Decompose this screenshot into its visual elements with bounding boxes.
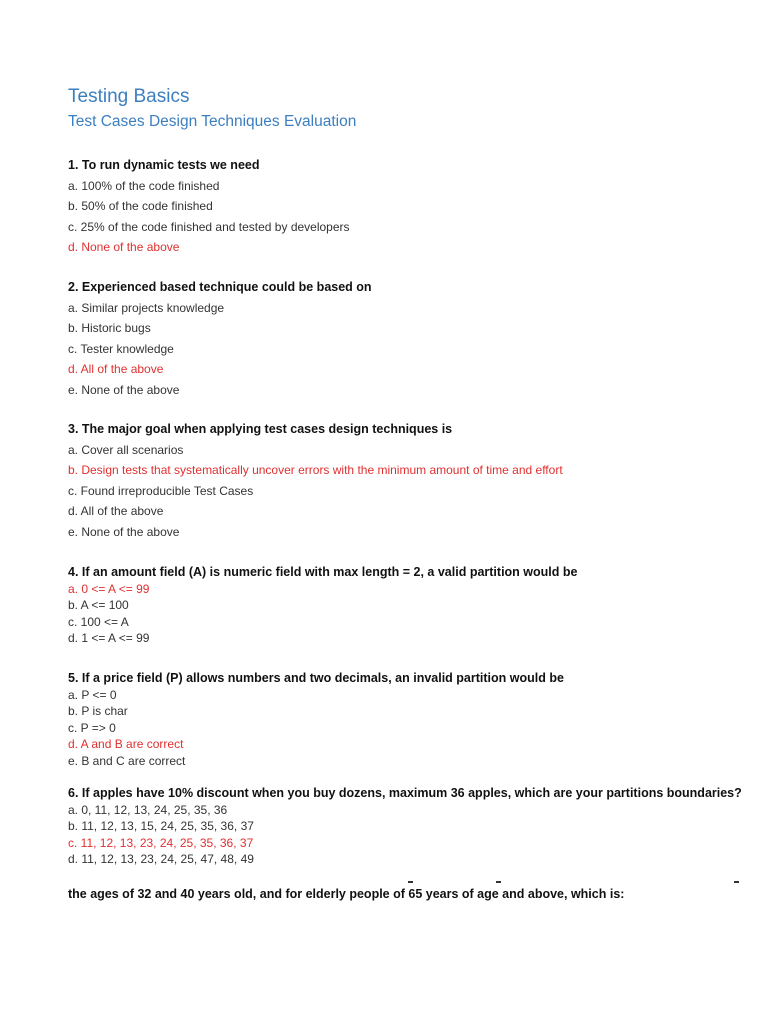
correct-answer-option: b. Design tests that systematically uncover errors with the minimum amount of time and effort (68, 463, 563, 477)
question-text: 2. Experienced based technique could be based on (68, 280, 372, 294)
document-subtitle: Test Cases Design Techniques Evaluation (68, 113, 357, 130)
answer-option: c. Found irreproducible Test Cases (68, 483, 254, 498)
cut-text-fragment (496, 881, 501, 883)
answer-option: b. Historic bugs (68, 321, 151, 335)
answer-option: c. P => 0 (68, 720, 116, 735)
answer-option: a. P <= 0 (68, 687, 117, 702)
cut-text-fragment (734, 881, 739, 883)
correct-answer-option: d. None of the above (68, 240, 180, 254)
answer-option: e. B and C are correct (68, 753, 186, 768)
answer-option: e. None of the above (68, 382, 180, 397)
answer-option: d. 1 <= A <= 99 (68, 631, 150, 645)
question-6 (68, 785, 742, 868)
answer-option: b. 11, 12, 13, 15, 24, 25, 35, 36, 37 (68, 819, 254, 833)
document-title: Testing Basics (68, 86, 190, 107)
question-text: 3. The major goal when applying test cases design techniques is (68, 422, 453, 436)
answer-option: a. Similar projects knowledge (68, 300, 225, 315)
answer-option: c. 100 <= A (68, 614, 129, 629)
answer-option: b. P is char (68, 704, 128, 718)
correct-answer-option: c. 11, 12, 13, 23, 24, 25, 35, 36, 37 (68, 835, 254, 850)
correct-answer-option: d. A and B are correct (68, 737, 184, 751)
answer-option: a. 100% of the code finished (68, 178, 220, 193)
answer-option: a. Cover all scenarios (68, 442, 184, 457)
question-3 (68, 419, 563, 542)
answer-option: e. None of the above (68, 524, 180, 539)
answer-option: d. All of the above (68, 504, 164, 518)
answer-option: b. 50% of the code finished (68, 199, 213, 213)
question-text: 6. If apples have 10% discount when you buy dozens, maximum 36 apples, which are your partitions boundaries? (68, 786, 742, 800)
question-5 (68, 670, 564, 769)
question-4 (68, 564, 577, 647)
question-1 (68, 155, 350, 258)
question-text: 4. If an amount field (A) is numeric field with max length = 2, a valid partition would be (68, 565, 578, 579)
answer-option: d. 11, 12, 13, 23, 24, 25, 47, 48, 49 (68, 852, 254, 866)
correct-answer-option: a. 0 <= A <= 99 (68, 581, 150, 596)
question-text: 5. If a price field (P) allows numbers and two decimals, an invalid partition would be (68, 671, 564, 685)
answer-option: a. 0, 11, 12, 13, 24, 25, 35, 36 (68, 802, 228, 817)
question-text: 1. To run dynamic tests we need (68, 158, 260, 172)
answer-option: c. 25% of the code finished and tested by developers (68, 219, 350, 234)
question-2 (68, 277, 372, 400)
cut-text-fragment (408, 881, 413, 883)
correct-answer-option: d. All of the above (68, 362, 164, 376)
answer-option: c. Tester knowledge (68, 341, 174, 356)
answer-option: b. A <= 100 (68, 598, 129, 612)
cutoff-question-text: the ages of 32 and 40 years old, and for elderly people of 65 years of age and above, which is: (68, 887, 625, 901)
